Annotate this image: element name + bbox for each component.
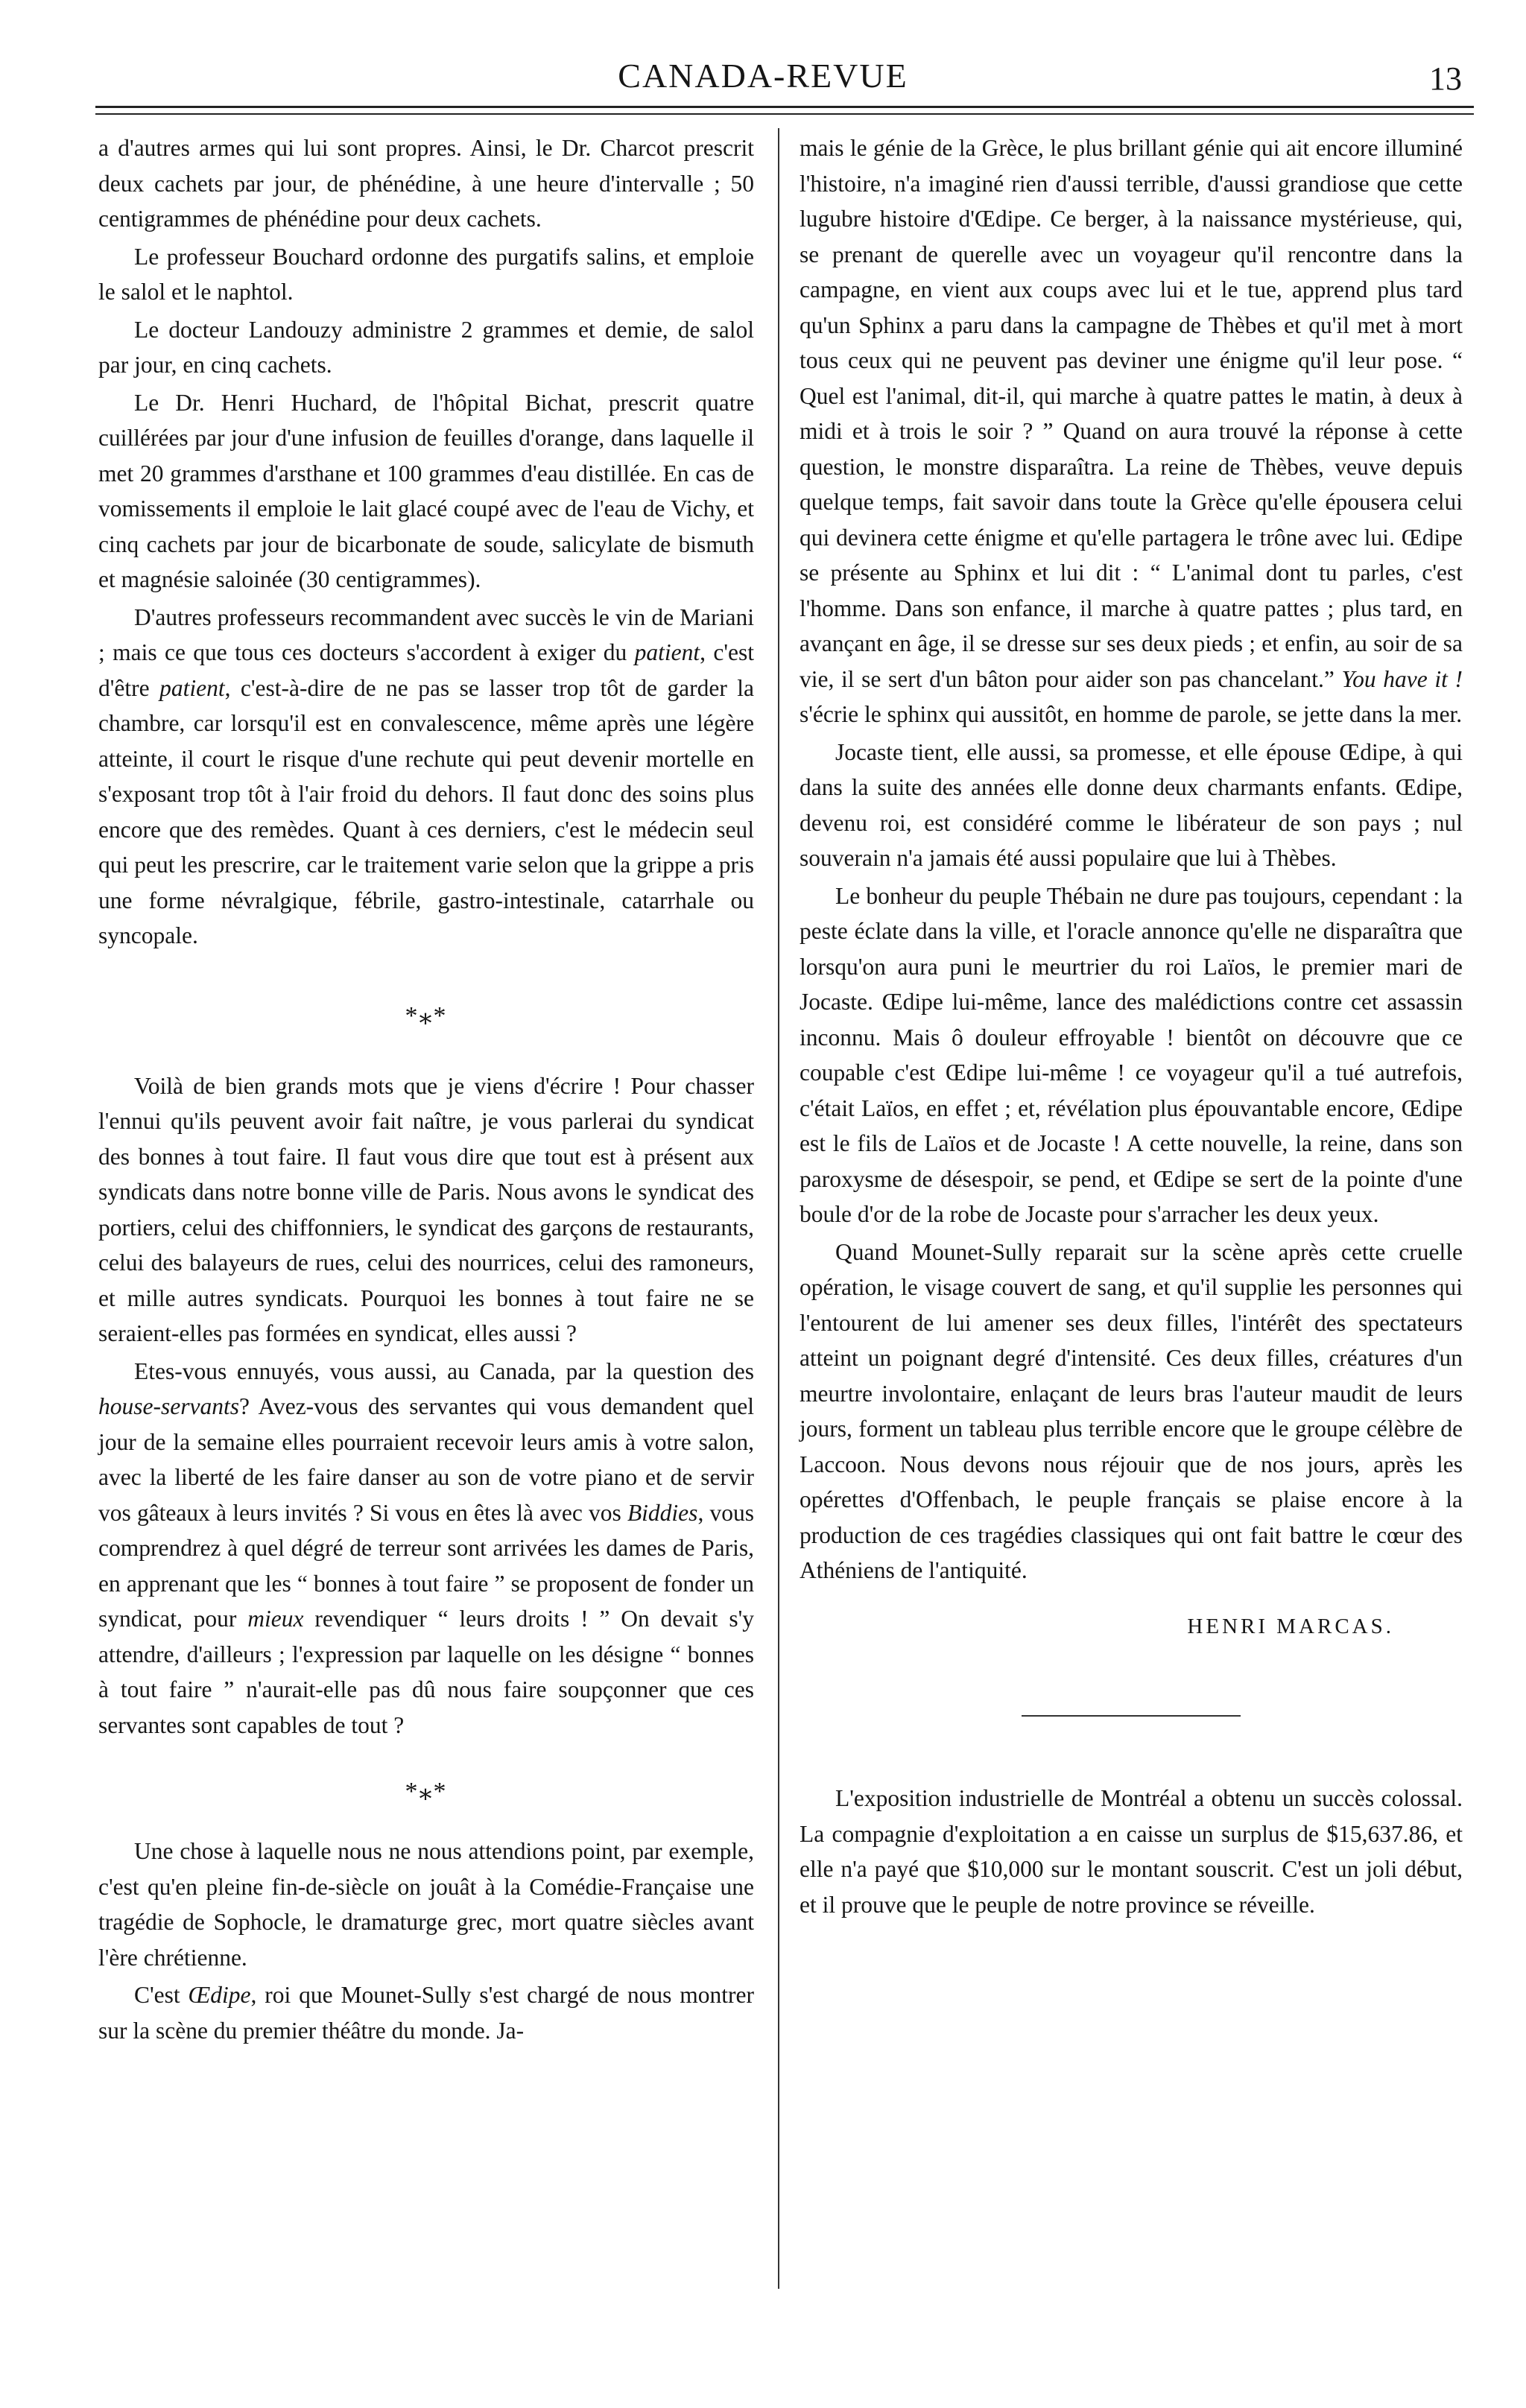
column-divider bbox=[778, 128, 779, 2289]
header-rule bbox=[95, 106, 1474, 108]
italic-text: house-servants bbox=[98, 1393, 239, 1419]
italic-text: You have it ! bbox=[1341, 665, 1463, 692]
paragraph: C'est Œdipe, roi que Mounet-Sully s'est chargé de nous montrer sur la scène du premier théâtre du monde. Ja- bbox=[98, 1982, 754, 2044]
paragraph: Le Dr. Henri Huchard, de l'hôpital Bichat, prescrit quatre cuillérées par jour d'une infusion de feuilles d'orange, dans laquelle il met 20 grammes d'arsthane et 100 grammes d'eau distillée. En cas de vomissements il emploie le lait glacé coupé avec de l'eau de Vichy, et cinq cachets par jour de bicarbonate de soude, salicylate de bismuth et magnésie saloinée (30 centigrammes). bbox=[98, 389, 754, 592]
paragraph: Le bonheur du peuple Thébain ne dure pas toujours, cependant : la peste éclate dans la ville, et l'oracle annonce qu'elle ne disparaîtra que lorsqu'on aura puni le meurtrier du roi Laïos, le premier mari de Jocaste. Œdipe lui-même, lance des malédictions contre cet assassin inconnu. Mais ô douleur effroyable ! bientôt on découvre que ce coupable c'est Œdipe lui-même ! ce voyageur qu'il a tué autrefois, c'était Laïos, en effet ; et, révélation plus épouvantable encore, Œdipe est le fils de Laïos et de Jocaste ! A cette nouvelle, la reine, dans son paroxysme de désespoir, se pend, et Œdipe se sert de la pointe d'une boule d'or de la robe de Jocaste pour s'arracher les deux yeux. bbox=[800, 882, 1463, 1227]
header-rule-thin bbox=[95, 113, 1474, 115]
paragraph: Quand Mounet-Sully reparait sur la scène après cette cruelle opération, le visage couvert de sang, et qu'il supplie les personnes qui l'entourent de lui amener ses deux filles, l'intérêt des spectateurs atteint un poignant degré d'intensité. Ces deux filles, créatures d'un meurtre involontaire, enlaçant de leurs bras l'auteur maudit de leurs jours, forment un tableau plus terrible encore que le groupe célèbre de Laccoon. Nous devons nous réjouir que de nos jours, après les opérettes d'Offenbach, le peuple français se plaise encore à la production de ces tragédies classiques qui ont fait battre le cœur des Athéniens de l'antiquité. bbox=[800, 1238, 1463, 1583]
left-column bbox=[98, 130, 754, 2050]
paragraph: Etes-vous ennuyés, vous aussi, au Canada, par la question des house-servants? Avez-vous des servantes qui vous demandent quel jour de la semaine elles pourraient recevoir leurs amis à votre salon, avec la liberté de les faire danser au son de votre piano et de servir vos gâteaux à leurs invités ? Si vous en êtes là avec vos Biddies, vous comprendrez à quel dégré de terreur sont arrivées les dames de Paris, en apprenant que les “ bonnes à tout faire ” se proposent de fonder un syndicat, pour mieux revendiquer “ leurs droits ! ” On devait s'y attendre, d'ailleurs ; l'expression par laquelle on les désigne “ bonnes à tout faire ” n'aurait-elle pas dû nous faire soupçonner que ces servantes sont capables de tout ? bbox=[98, 1357, 755, 1738]
page-number: 13 bbox=[1429, 60, 1462, 97]
paragraph: Une chose à laquelle nous ne nous attendions point, par exemple, c'est qu'en pleine fin-de-siècle on jouât à la Comédie-Française une tragédie de Sophocle, le dramaturge grec, mort quatre siècles avant l'ère chrétienne. bbox=[98, 1838, 754, 1971]
paragraph: Jocaste tient, elle aussi, sa promesse, et elle épouse Œdipe, à qui dans la suite des années elle donne deux charmants enfants. Œdipe, devenu roi, est considéré comme le libérateur de son pays ; nul souverain n'a jamais été aussi populaire que lui à Thèbes. bbox=[800, 738, 1463, 871]
asterism-separator: *⁎* bbox=[405, 1001, 448, 1030]
italic-text: patient bbox=[159, 674, 225, 701]
italic-text: Biddies bbox=[627, 1499, 698, 1526]
section-divider bbox=[1022, 1715, 1241, 1717]
page-header bbox=[0, 52, 1526, 100]
paragraph: a d'autres armes qui lui sont propres. Ainsi, le Dr. Charcot prescrit deux cachets par jour, de phénédine, à une heure d'intervalle ; 50 centigrammes de phénédine pour deux cachets. bbox=[98, 135, 754, 232]
page-title: CANADA-REVUE bbox=[618, 57, 908, 95]
paragraph: mais le génie de la Grèce, le plus brillant génie qui ait encore illuminé l'histoire, n'a imaginé rien d'aussi terrible, d'aussi grandiose que cette lugubre histoire d'Œdipe. Ce berger, à la naissance mystérieuse, qui, se prenant de querelle avec un voyageur qu'il rencontre dans la campagne, en vient aux coups avec lui et le tue, apprend plus tard qu'un Sphinx a paru dans la campagne de Thèbes et qu'il met à mort tous ceux qui ne peuvent pas deviner une énigme qu'il leur pose. “ Quel est l'animal, dit-il, qui marche à quatre pattes le matin, à deux à midi et à trois le soir ? ” Quand on aura trouvé la réponse à cette question, le monstre disparaîtra. La reine de Thèbes, veuve depuis quelque temps, fait savoir dans toute la Grèce qu'elle épousera celui qui devinera cette énigme et qu'elle partagera le trône avec lui. Œdipe se présente au Sphinx et lui dit : “ L'animal dont tu parles, c'est l'homme. Dans son enfance, il marche à quatre pattes ; plus tard, en avançant en âge, il se dresse sur ses deux pieds ; et enfin, au soir de sa vie, il se sert d'un bâton pour aider son pas chancelant.” You have it ! s'écrie le sphinx qui aussitôt, en homme de parole, se jette dans la mer. bbox=[800, 135, 1463, 727]
italic-text: mieux bbox=[247, 1606, 304, 1632]
paragraph: Voilà de bien grands mots que je viens d'écrire ! Pour chasser l'ennui qu'ils peuvent avoir fait naître, je vous parlerai du syndicat des bonnes à tout faire. Il faut vous dire que tout est à présent aux syndicats dans notre bonne ville de Paris. Nous avons le syndicat des portiers, celui des chiffonniers, le syndicat des garçons de restaurants, celui des balayeurs de rues, celui des nourrices, celui des ramoneurs, et mille autres syndicats. Pourquoi les bonnes à tout faire ne se seraient-elles pas formées en syndicat, elles aussi ? bbox=[98, 1072, 754, 1346]
paragraph: L'exposition industrielle de Montréal a obtenu un succès colossal. La compagnie d'exploitation a en caisse un surplus de $15,637.86, et elle n'a payé que $10,000 sur le montant souscrit. C'est un joli début, et il prouve que le peuple de notre province se réveille. bbox=[800, 1785, 1463, 1918]
right-column bbox=[800, 130, 1463, 1924]
italic-text: Œdipe bbox=[188, 1982, 251, 2008]
paragraph: Le professeur Bouchard ordonne des purgatifs salins, et emploie le salol et le naphtol. bbox=[98, 243, 754, 305]
author-signature: HENRI MARCAS. bbox=[1187, 1614, 1394, 1638]
italic-text: patient bbox=[634, 639, 700, 665]
asterism-separator: *⁎* bbox=[405, 1778, 448, 1805]
paragraph: Le docteur Landouzy administre 2 grammes et demie, de salol par jour, en cinq cachets. bbox=[98, 316, 754, 378]
paragraph: D'autres professeurs recommandent avec succès le vin de Mariani ; mais ce que tous ces docteurs s'accordent à exiger du patient, c'est d'être patient, c'est-à-dire de ne pas se lasser trop tôt de garder la chambre, car lorsqu'il est en convalescence, même après une légère atteinte, il court le risque d'une rechute qui peut devenir mortelle en s'exposant trop tôt à l'air froid du dehors. Il faut donc des soins plus encore que des remèdes. Quant à ces derniers, c'est le médecin seul qui peut les prescrire, car le traitement varie selon que la grippe a pris une forme névralgique, fébrile, gastro-intestinale, catarrhale ou syncopale. bbox=[98, 603, 755, 948]
